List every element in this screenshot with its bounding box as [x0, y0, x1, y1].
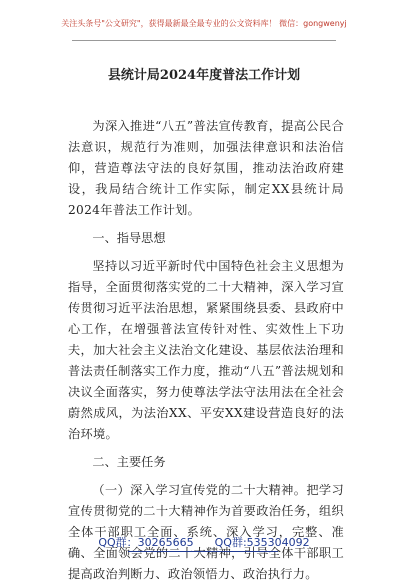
document-body — [68, 116, 344, 585]
footer-contact — [0, 534, 408, 550]
footer-qq-group-1: QQ群：30265665 — [98, 536, 194, 549]
section-heading-1: 一、指导思想 — [92, 231, 166, 245]
section-heading-2: 二、主要任务 — [92, 455, 166, 469]
intro-paragraph: 为深入推进“八五”普法宣传教育，提高公民合法意识，规范行为准则，加强法律意识和法治信仰，营造尊法守法的良好氛围，推动法治政府建设，我局结合统计工作实际，制定XX县统计局2024年普法工作计划。 — [68, 119, 344, 217]
section-paragraph-1: 坚持以习近平新时代中国特色社会主义思想为指导，全面贯彻落实党的二十大精神，深入学习宣传贯彻习近平法治思想，紧紧围绕县委、县政府中心工作，在增强普法宣传针对性、实效性上下功夫，加大社会主义法治文化建设、基层依法治理和普法责任制落实工作力度，推动“八五”普法规划和决议全面落实，努力使尊法学法守法用法在全社会蔚然成风，为法治XX、平安XX建设营造良好的法治环境。 — [68, 259, 344, 441]
footer-underline — [128, 551, 278, 552]
footer-qq-group-2: QQ群:535304092 — [214, 536, 310, 549]
header-banner: 关注头条号"公文研究"，获得最新最全最专业的公文资料库！ 微信：gongwenyj — [61, 19, 347, 28]
document-title: 县统计局2024年度普法工作计划 — [107, 68, 301, 83]
header-divider — [72, 40, 336, 41]
section-paragraph-2: （一）深入学习宣传党的二十大精神。把学习宣传贯彻党的二十大精神作为首要政治任务，组织全体干部职工全面、系统、深入学习，完整、准确、全面领会党的二十大精神，引导全体干部职工提高政治判断力、政治领悟力、政治执行力。 — [68, 483, 344, 581]
